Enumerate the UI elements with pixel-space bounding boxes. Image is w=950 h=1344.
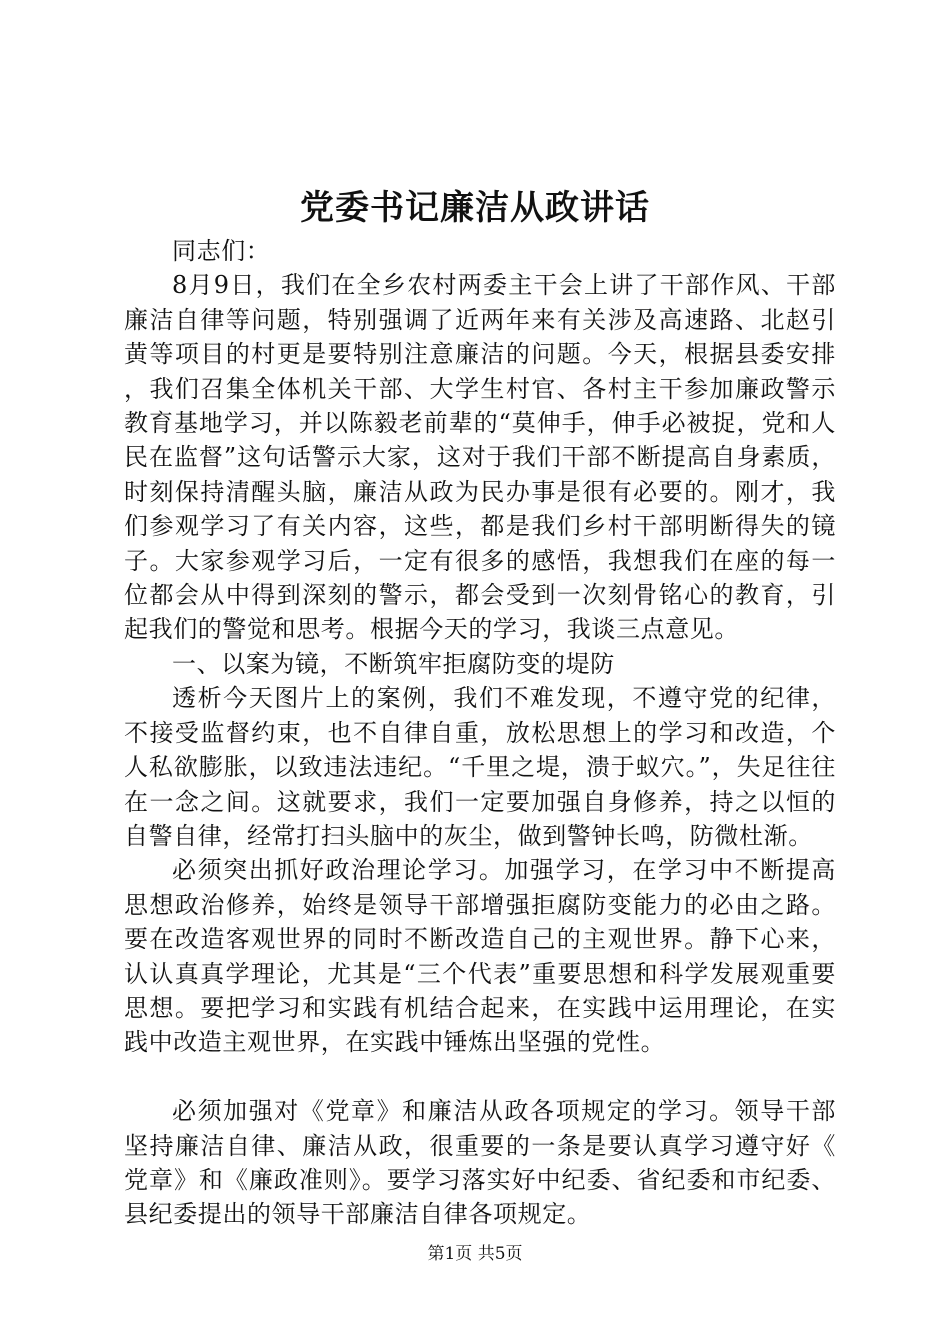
page-footer: 第1页 共5页: [427, 1244, 523, 1264]
document-title: 党委书记廉洁从政讲话: [300, 188, 650, 228]
paragraph-case-analysis: 透析今天图片上的案例，我们不难发现，不遵守党的纪律，不接受监督约束，也不自律自重，放松思想上的学习和改造，个人私欲膨胀，以致违法违纪。“千里之堤，溃于蚁穴。”，失足往往在一念之间。这就要求，我们一定要加强自身修养，持之以恒的自警自律，经常打扫头脑中的灰尘，做到警钟长鸣，防微杜渐。: [124, 684, 836, 850]
paragraph-theory-study: 必须突出抓好政治理论学习。加强学习，在学习中不断提高思想政治修养，始终是领导干部增强拒腐防变能力的必由之路。要在改造客观世界的同时不断改造自己的主观世界。静下心来，认认真真学理论，尤其是“三个代表”重要思想和科学发展观重要思想。要把学习和实践有机结合起来，在实践中运用理论，在实践中改造主观世界，在实践中锤炼出坚强的党性。: [124, 856, 836, 1057]
paragraph-spacer: [124, 1060, 836, 1094]
paragraph-party-constitution: 必须加强对《党章》和廉洁从政各项规定的学习。领导干部坚持廉洁自律、廉洁从政，很重要的一条是要认真学习遵守好《党章》和《廉政准则》。要学习落实好中纪委、省纪委和市纪委、县纪委提出的领导干部廉洁自律各项规定。: [124, 1097, 836, 1229]
section-heading-1: 一、以案为镜，不断筑牢拒腐防变的堤防: [172, 649, 615, 678]
salutation: 同志们：: [172, 237, 271, 265]
document-body: [124, 234, 836, 1232]
paragraph-intro: 8月9日，我们在全乡农村两委主干会上讲了干部作风、干部廉洁自律等问题，特别强调了近两年来有关涉及高速路、北赵引黄等项目的村更是要特别注意廉洁的问题。今天，根据县委安排，我们召集全体机关干部、大学生村官、各村主干参加廉政警示教育基地学习，并以陈毅老前辈的“莫伸手，伸手必被捉，党和人民在监督”这句话警示大家，这对于我们干部不断提高自身素质，时刻保持清醒头脑，廉洁从政为民办事是很有必要的。刚才，我们参观学习了有关内容，这些，都是我们乡村干部明断得失的镜子。大家参观学习后，一定有很多的感悟，我想我们在座的每一位都会从中得到深刻的警示，都会受到一次刻骨铭心的教育，引起我们的警觉和思考。根据今天的学习，我谈三点意见。: [124, 271, 836, 644]
